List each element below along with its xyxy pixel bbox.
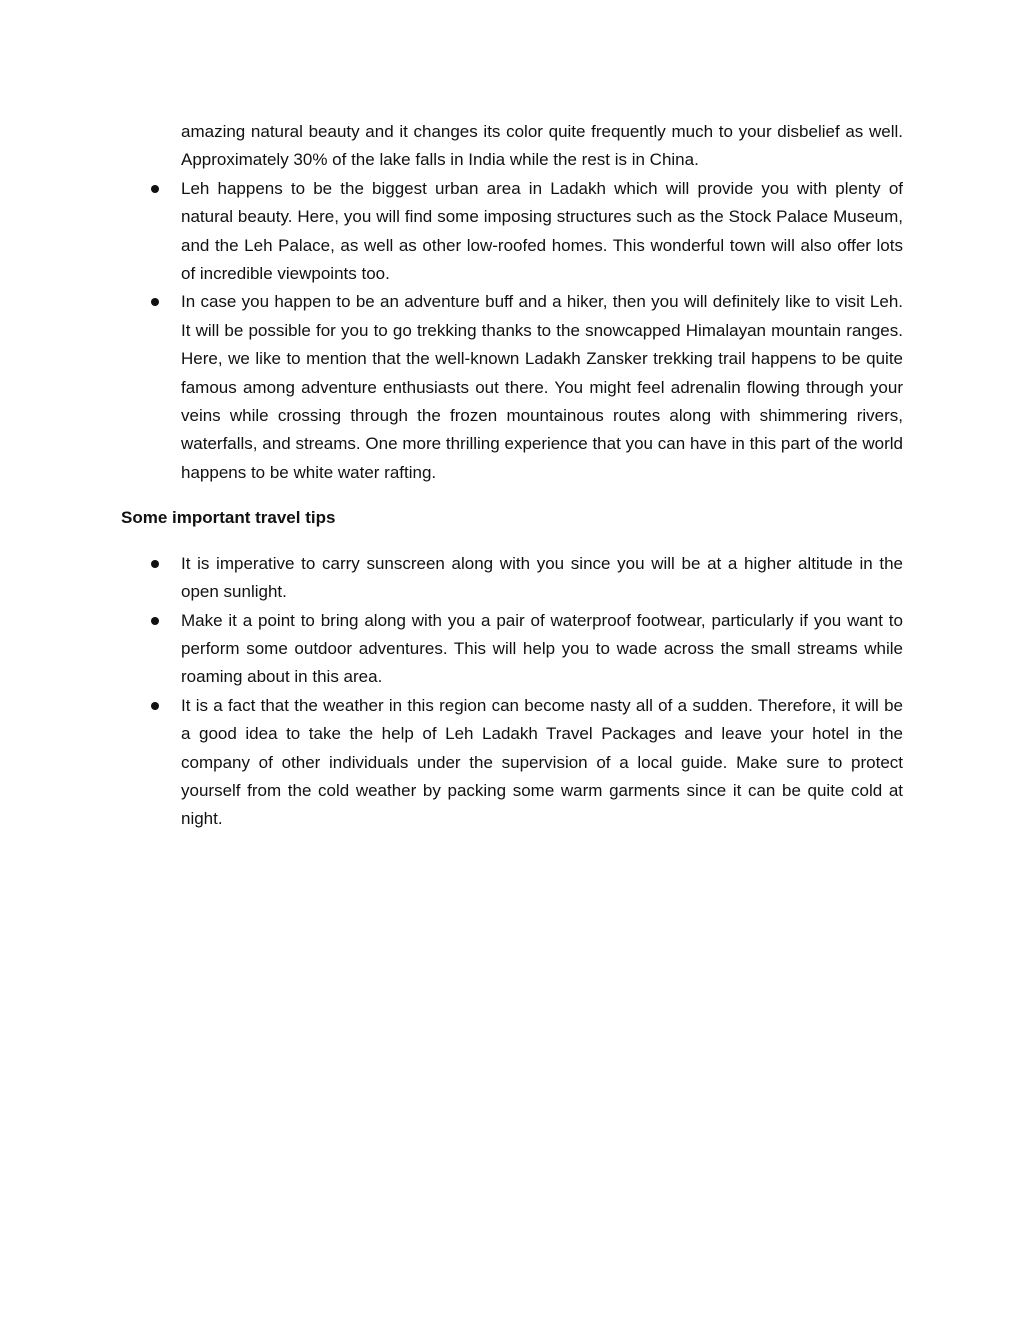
- intro-continuation-paragraph: amazing natural beauty and it changes its color quite frequently much to your disbelief as well. Approximately 30% of the lake falls in India while the rest is in China.: [181, 122, 903, 170]
- list-item: [121, 692, 903, 834]
- bullet-icon: [151, 560, 159, 568]
- travel-tips-bullet-list: [121, 550, 903, 834]
- list-item-text: It is a fact that the weather in this region can become nasty all of a sudden. Therefore, it will be a good idea to take the help of Leh Ladakh Travel Packages and leave your hotel in the company of other individuals under the supervision of a local guide. Make sure to protect yourself from the cold weather by packing some warm garments since it can be quite cold at night.: [181, 695, 903, 829]
- list-item: [121, 288, 903, 487]
- travel-tips-heading: Some important travel tips: [121, 508, 336, 528]
- list-item-text: In case you happen to be an adventure buff and a hiker, then you will definitely like to visit Leh. It will be possible for you to go trekking thanks to the snowcapped Himalayan mountain ranges. Here, we like to mention that the well-known Ladakh Zansker trekking trail happens to be quite famous among adventure enthusiasts out there. You might feel adrenalin flowing through your veins while crossing through the frozen mountainous routes along with shimmering rivers, waterfalls, and streams. One more thrilling experience that you can have in this part of the world happens to be white water rafting.: [181, 292, 903, 482]
- list-item: [121, 550, 903, 607]
- list-item-text: It is imperative to carry sunscreen along with you since you will be at a higher altitude in the open sunlight.: [181, 553, 903, 602]
- list-item: [121, 607, 903, 692]
- bullet-icon: [151, 617, 159, 625]
- list-item-text: Leh happens to be the biggest urban area in Ladakh which will provide you with plenty of natural beauty. Here, you will find some imposing structures such as the Stock Palace Museum, and the Leh Palace, as well as other low-roofed homes. This wonderful town will also offer lots of incredible viewpoints too.: [181, 178, 903, 284]
- bullet-icon: [151, 185, 159, 193]
- attractions-bullet-list: [121, 175, 903, 487]
- bullet-icon: [151, 702, 159, 710]
- list-item-text: Make it a point to bring along with you a pair of waterproof footwear, particularly if you want to perform some outdoor adventures. This will help you to wade across the small streams while roaming about in this area.: [181, 610, 903, 687]
- list-item: [121, 175, 903, 289]
- document-body: [121, 118, 903, 834]
- bullet-icon: [151, 298, 159, 306]
